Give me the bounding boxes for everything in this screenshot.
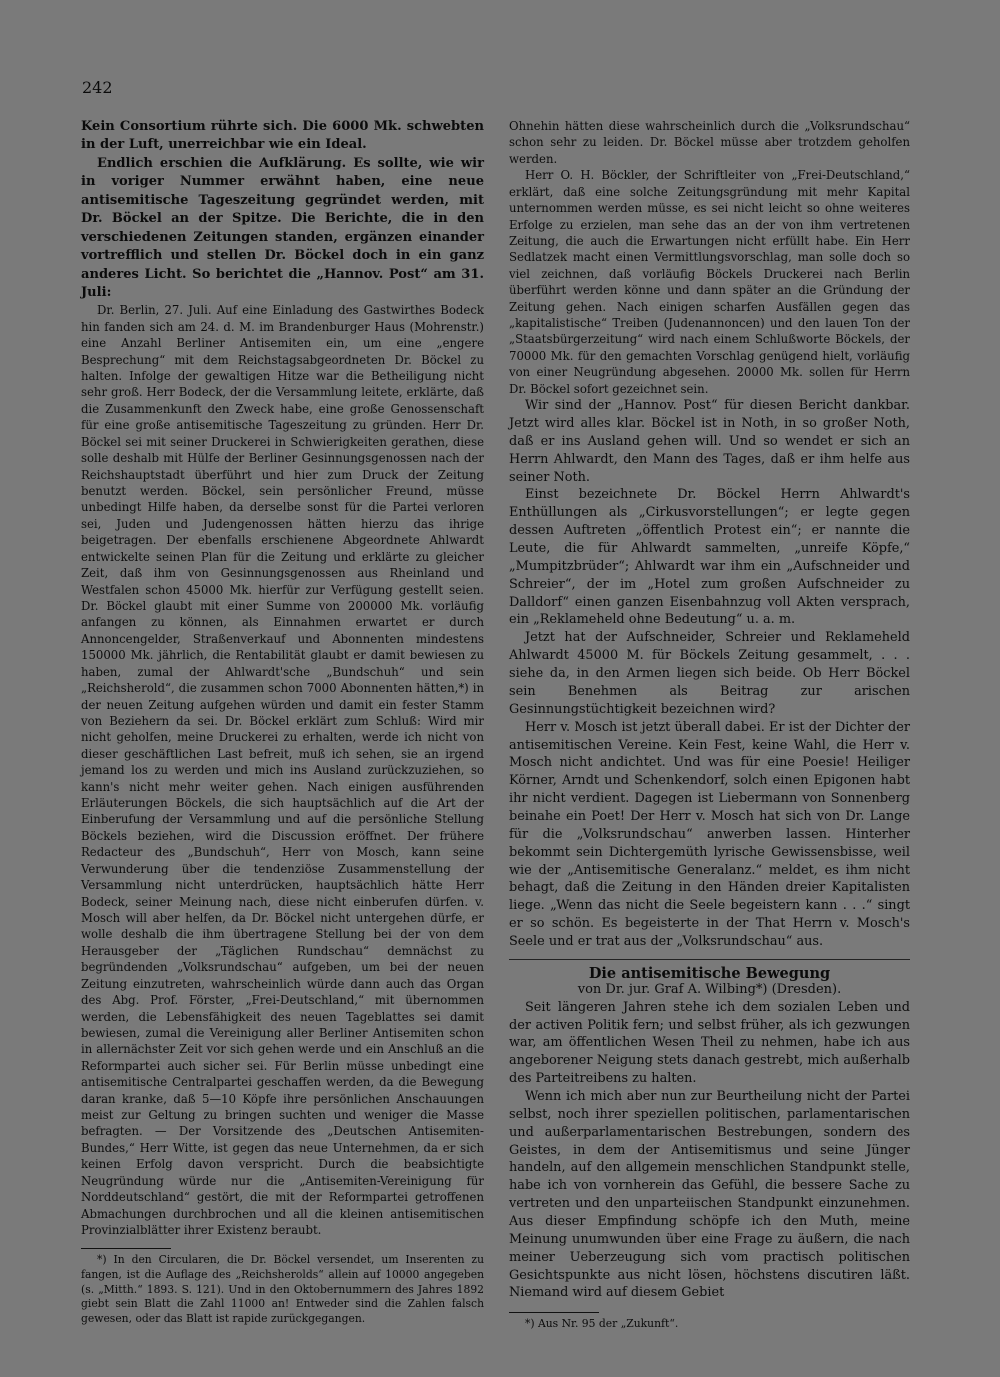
left-column — [81, 118, 484, 1326]
page-number: 242 — [82, 78, 113, 97]
paragraph: Jetzt hat der Aufschneider, Schreier und Reklameheld Ahlwardt 45000 M. für Böckels Zeitung gesammelt, . . . siehe da, in den Armen liegen sich beide. Ob Herr Böckel sein Benehmen als Beitrag zur arischen Gesinnungstüchtigkeit bezeichnen wird? — [509, 630, 910, 717]
footnote-rule — [509, 1312, 599, 1313]
right-column — [509, 118, 910, 1332]
paragraph: Wenn ich mich aber nun zur Beurtheilung nicht der Partei selbst, noch ihrer speziellen politischen, parlamentarischen und außerparlamentarischen Bestrebungen, sondern des Geistes, in dem der Antisemitismus und seine Jünger handeln, auf den allgemein menschlichen Standpunkt stelle, habe ich von vornherein das Gefühl, die bessere Sache zu vertreten und den unparteiischen Standpunkt einzunehmen. Aus dieser Empfindung schöpfe ich den Muth, meine Meinung unumwunden über eine Frage zu äußern, die nach meiner Ueberzeugung sich vom practisch politischen Gesichtspunkte aus nicht lösen, höchstens discutiren läßt. Niemand wird auf diesem Gebiet — [509, 1088, 910, 1301]
paragraph: Wir sind der „Hannov. Post“ für diesen Bericht dankbar. Jetzt wird alles klar. Böckel ist in Noth, in so großer Noth, daß er ins Ausland gehen will. Und so wendet er sich an Herrn Ahlwardt, den Mann des Tages, daß er ihm helfe aus seiner Noth. — [509, 398, 910, 485]
paragraph: Kein Consortium rührte sich. Die 6000 Mk. schwebten in der Luft, unerreichbar wie ein Ideal. — [81, 119, 484, 153]
paragraph: Dr. Berlin, 27. Juli. Auf eine Einladung des Gastwirthes Bodeck hin fanden sich am 24. d. M. im Brandenburger Haus (Mohrenstr.) eine Anzahl Berliner Antisemiten ein, um eine „engere Besprechung“ mit dem Reichstagsabgeordneten Dr. Böckel zu halten. Infolge der gewaltigen Hitze war die Betheiligung nicht sehr groß. Herr Bodeck, der die Versammlung leitete, erklärte, daß die Zusammenkunft den Zweck habe, eine große Genossenschaft für eine große antisemitische Tageszeitung zu gründen. Herr Dr. Böckel sei mit seiner Druckerei in Schwierigkeiten gerathen, diese solle deshalb mit Hülfe der Berliner Gesinnungsgenossen nach der Reichshauptstadt überführt und hier zum Druck der Zeitung benutzt werden. Böckel, sein persönlicher Freund, müsse unbedingt Hilfe haben, da derselbe sonst für die Partei verloren sei, Juden und Judengenossen hätten hierzu das ihrige beigetragen. Der ebenfalls erschienene Abgeordnete Ahlwardt entwickelte seinen Plan für die Zeitung und erklärte zu gleicher Zeit, daß ihm von Gesinnungsgenossen aus Rheinland und Westfalen schon 45000 Mk. hierfür zur Verfügung gestellt seien. Dr. Böckel glaubt mit einer Summe von 200000 Mk. vorläufig anfangen zu können, als Einnahmen erwartet er durch Annoncengelder, Straßenverkauf und Abonnenten mindestens 150000 Mk. jährlich, die Rentabilität glaubt er damit bewiesen zu haben, zumal der Ahlwardt'sche „Bundschuh“ und sein „Reichsherold“, die zusammen schon 7000 Abonnenten hätten,*) in der neuen Zeitung aufgehen würden und damit ein fester Stamm von Beziehern da sei. Dr. Böckel erklärt zum Schluß: Wird mir nicht geholfen, meine Druckerei zu erhalten, werde ich nicht von dieser geschäftlichen Last befreit, muß ich sehen, sie an irgend jemand los zu werden und mich ins Ausland zurückzuziehen, so kann's nicht mehr weiter gehen. Nach einigen ausführenden Erläuterungen Böckels, die sich hauptsächlich auf die Art der Einberufung der Versammlung und auf die persönliche Stellung Böckels beziehen, wird die Discussion eröffnet. Der frühere Redacteur des „Bundschuh“, Herr von Mosch, kann seine Verwunderung über die tendenziöse Zusammenstellung der Versammlung nicht unterdrücken, hauptsächlich hätte Herr Bodeck, seiner Meinung nach, diese nicht einberufen dürfen. v. Mosch will aber helfen, da Dr. Böckel nicht untergehen dürfe, er wolle deshalb die ihm übertragene Stellung bei der von dem Herausgeber der „Täglichen Rundschau“ demnächst zu begründenden „Volksrundschau“ aufgeben, um bei der neuen Zeitung einzutreten, wahrscheinlich würde dann auch das Organ des Abg. Prof. Förster, „Frei-Deutschland,“ mit übernommen werden, die Lebensfähigkeit des neuen Tageblattes sei damit bewiesen, zumal die Vereinigung aller Berliner Antisemiten schon in allernächster Zeit vor sich gehen werde und ein Anschluß an die Reformpartei auch sicher sei. Für Berlin müsse unbedingt eine antisemitische Centralpartei geschaffen werden, da die Bewegung daran kranke, daß 5—10 Köpfe ihre persönlichen Anschauungen meist zur Geltung zu bringen suchten und weniger die Masse befragten. — Der Vorsitzende des „Deutschen Antisemiten-Bundes,“ Herr Witte, ist gegen das neue Unternehmen, da er sich keinen Erfolg davon verspricht. Durch die beabsichtigte Neugründung würde nur die „Antisemiten-Vereinigung für Norddeutschland“ gestört, die mit der Reformpartei getroffenen Abmachungen durchbrochen und all die kleinen antisemitischen Provinzialblätter ihrer Existenz beraubt. — [81, 303, 484, 1237]
footnote-rule — [81, 1248, 171, 1249]
paragraph: Herr O. H. Böckler, der Schriftleiter von „Frei-Deutschland,“ erklärt, daß eine solche Zeitungsgründung mit mehr Kapital unternommen werden müsse, es sei nicht leicht so ohne weiteres Erfolge zu erzielen, man sehe das an der von ihm vertretenen Zeitung, die auch die Erwartungen nicht erfüllt habe. Ein Herr Sedlatzek macht einen Vermittlungsvorschlag, man solle doch so viel zeichnen, daß vorläufig Böckels Druckerei nach Berlin überführt werden könne und dann später an die Gründung der Zeitung gehen. Nach einigen scharfen Ausfällen gegen das „kapitalistische“ Treiben (Judenannoncen) und den lauen Ton der „Staatsbürgerzeitung“ wird nach einem Schlußworte Böckels, der 70000 Mk. für den gemachten Vorschlag genügend hielt, vorläufig von einer Neugründung abgesehen. 20000 Mk. sollen für Herrn Dr. Böckel sofort gezeichnet sein. — [509, 168, 910, 396]
paragraph: Ohnehin hätten diese wahrscheinlich durch die „Volksrundschau“ schon sehr zu leiden. Dr. Böckel müsse aber trotzdem geholfen werden. — [509, 119, 910, 166]
footnote: *) Aus Nr. 95 der „Zukunft“. — [525, 1317, 679, 1331]
paragraph: Seit längeren Jahren stehe ich dem sozialen Leben und der activen Politik fern; und selbst früher, als ich gezwungen war, am öffentlichen Wesen Theil zu nehmen, habe ich aus angeborener Neigung stets danach gestrebt, mich außerhalb des Parteitreibens zu halten. — [509, 999, 910, 1087]
paragraph: Endlich erschien die Aufklärung. Es sollte, wie wir in voriger Nummer erwähnt haben, eine neue antisemitische Tageszeitung gegründet werden, mit Dr. Böckel an der Spitze. Die Berichte, die in den verschiedenen Zeitungen standen, ergänzen einander vortrefflich und stellen Dr. Böckel doch in ein ganz anderes Licht. So berichtet die „Hannov. Post“ am 31. Juli: — [81, 155, 484, 300]
section-divider — [509, 959, 910, 960]
footnote: *) In den Circularen, die Dr. Böckel versendet, um Inserenten zu fangen, ist die Auflage des „Reichsherolds“ allein auf 10000 angegeben (s. „Mitth.“ 1893. S. 121). Und in den Oktobernummern des Jahres 1892 giebt sein Blatt die Zahl 11000 an! Entweder sind die Zahlen falsch gewesen, oder das Blatt ist rapide zurückgegangen. — [81, 1253, 484, 1325]
paragraph: Herr v. Mosch ist jetzt überall dabei. Er ist der Dichter der antisemitischen Vereine. Kein Fest, keine Wahl, die Herr v. Mosch nicht andichtet. Und was für eine Poesie! Heiliger Körner, Arndt und Schenkendorf, solch einen Epigonen habt ihr nicht verdient. Dagegen ist Liebermann von Sonnenberg beinahe ein Poet! Der Herr v. Mosch hat sich von Dr. Lange für die „Volksrundschau“ anwerben lassen. Hinterher bekommt sein Dichtergemüth lyrische Gewissensbisse, weil wie der „Antisemitische Generalanz.“ meldet, es ihm nicht behagt, daß die Zeitung in den Händen dreier Kapitalisten liege. „Wenn das nicht die Seele begeistern kann . . .“ singt er so schön. Es begeisterte in der That Herrn v. Mosch's Seele und er trat aus der „Volksrundschau“ aus. — [509, 719, 910, 949]
paragraph: Einst bezeichnete Dr. Böckel Herrn Ahlwardt's Enthüllungen als „Cirkusvorstellungen“; er legte gegen dessen Auftreten „öffentlich Protest ein“; er nannte die Leute, die für Ahlwardt sammelten, „unreife Köpfe,“ „Mumpitzbrüder“; Ahlwardt war ihm ein „Aufschneider und Schreier“, der im „Hotel zum großen Aufschneider zu Dalldorf“ einen ganzen Eisenbahnzug voll Akten versprach, ein „Reklameheld ohne Bedeutung“ u. a. m. — [509, 487, 910, 628]
section-heading: Die antisemitische Bewegung — [588, 964, 831, 982]
section-byline: von Dr. jur. Graf A. Wilbing*) (Dresden). — [577, 982, 842, 998]
